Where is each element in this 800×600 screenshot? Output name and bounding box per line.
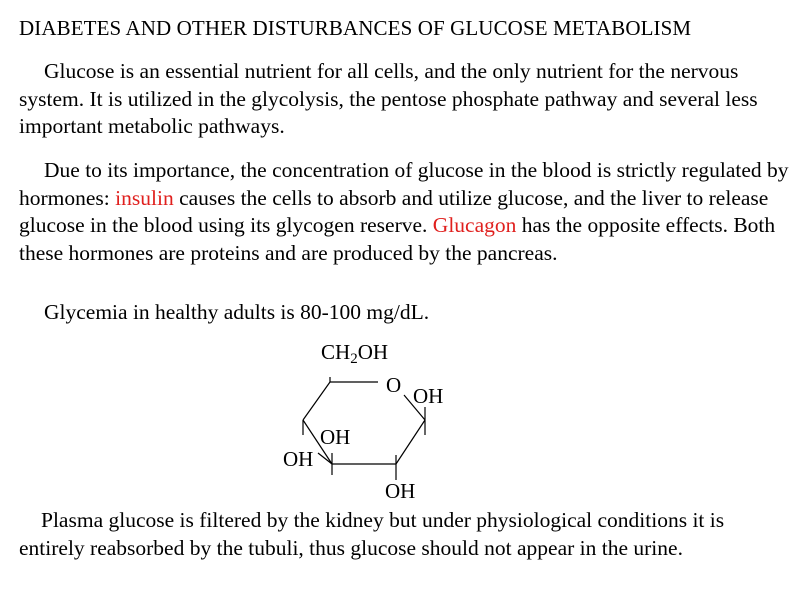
insulin-highlight: insulin — [115, 185, 174, 210]
glucose-ring-svg — [270, 335, 470, 510]
ch2oh-subscript: 2 — [350, 351, 358, 367]
bond-c2-c1 — [396, 420, 425, 464]
paragraph-plasma-glucose — [19, 507, 789, 562]
glucagon-highlight: Glucagon — [432, 213, 517, 237]
bond-c5-c4 — [303, 382, 330, 420]
page-title: DIABETES AND OTHER DISTURBANCES OF GLUCOSE METABOLISM — [19, 16, 692, 40]
paragraph-glycemia — [19, 299, 789, 327]
glucose-structure-diagram — [270, 335, 470, 510]
paragraph-1-text: Glucose is an essential nutrient for all cells, and the only nutrient for the nervous system. It is utilized in the glycolysis, the pentose phosphate pathway and several less important metabolic pathways. — [19, 59, 758, 138]
oh-bottom-label: OH — [385, 479, 416, 503]
oh-inner-label: OH — [320, 425, 351, 449]
paragraph-4-text: Plasma glucose is filtered by the kidney but under physiological conditions it is entirely reabsorbed by the tubuli, thus glucose should not appear in the urine. — [19, 508, 725, 560]
paragraph-3-text: Glycemia in healthy adults is 80-100 mg/dL. — [44, 300, 430, 324]
oh-left-label: OH — [283, 447, 314, 471]
oh-right-label: OH — [413, 384, 444, 408]
ch2oh-label — [321, 340, 388, 367]
paragraph-hormone-regulation — [19, 157, 789, 267]
paragraph-2-text-b: causes the cells to absorb and utilize glucose, and the liver to release glucose in the blood using its glycogen reserve. — [19, 185, 769, 237]
bond-oh-c3 — [318, 453, 332, 464]
ring-oxygen-label: O — [386, 373, 402, 397]
ch2oh-oh: OH — [357, 340, 389, 364]
paragraph-2-text-c: has the opposite effects. Both these hormones are proteins and are produced by the pancreas. — [19, 213, 776, 265]
paragraph-2-text-a: Due to its importance, the concentration of glucose in the blood is strictly regulated by hormones: — [19, 158, 789, 210]
paragraph-glucose-intro — [19, 58, 789, 141]
ch2oh-ch: CH — [321, 340, 351, 364]
